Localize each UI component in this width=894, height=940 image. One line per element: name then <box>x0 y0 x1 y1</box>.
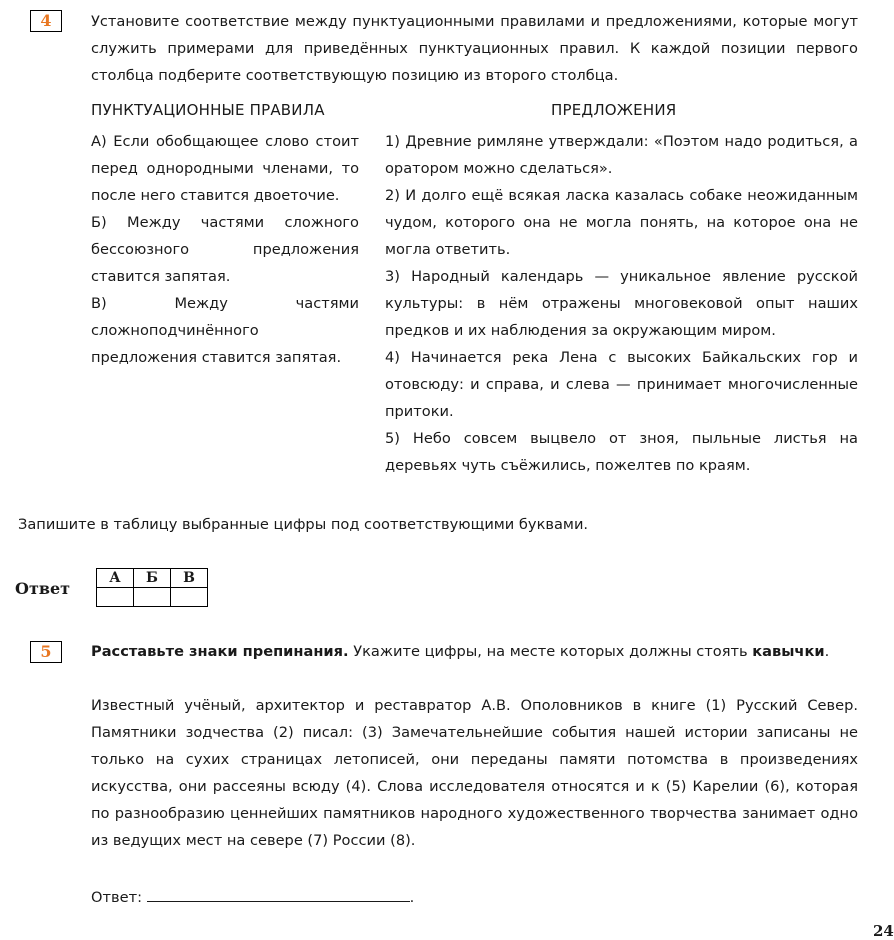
write-instruction: Запишите в таблицу выбранные цифры под соответствующими буквами. <box>18 516 589 533</box>
sentences-list <box>385 128 858 479</box>
task4-instruction: Установите соответствие между пунктуационными правилами и предложениями, которые могут служить примерами для приведённых пунктуационных правил. К каждой позиции первого столбца подберите соответствующую позицию из второго столбца. <box>91 13 858 84</box>
task-number-badge: 5 <box>30 641 62 663</box>
rule-b: Б) Между частями сложного бессоюзного предложения ставится запятая. <box>91 214 359 285</box>
answer-header-c: В <box>171 569 208 588</box>
sentence-1: 1) Древние римляне утверждали: «Поэтом надо родиться, а оратором можно сделаться». <box>385 133 858 177</box>
task5-instruction-text: Укажите цифры, на месте которых должны стоять <box>348 643 753 660</box>
task5-answer-row <box>91 884 414 911</box>
answer-cell-c[interactable] <box>171 588 208 607</box>
task5-passage: Известный учёный, архитектор и реставратор А.В. Ополовников в книге (1) Русский Север. Памятники зодчества (2) писал: (3) Замечательнейшие события нашей истории записаны не только на сухих страницах летописей, они переданы памяти потомства в произведениях искусства, они рассеяны всюду (4). Слова исследователя относятся и к (5) Карелии (6), которая по разнообразию ценнейших памятников народного художественного творчества занимает одно из ведущих мест на севере (7) России (8). <box>91 697 858 849</box>
task-number-badge: 4 <box>30 10 62 32</box>
rule-a: А) Если обобщающее слово стоит перед однородными членами, то после него ставится двоеточие. <box>91 133 359 204</box>
page-number: 24 <box>873 922 894 940</box>
answer-cell-b[interactable] <box>134 588 171 607</box>
task5-instruction-bold2: кавычки <box>752 643 825 660</box>
rule-c: В) Между частями сложноподчинённого предложения ставится запятая. <box>91 295 359 366</box>
answer-table <box>96 568 208 607</box>
answer-table-input-row <box>97 588 208 607</box>
sentence-5: 5) Небо совсем выцвело от зноя, пыльные листья на деревьях чуть съёжились, пожелтев по краям. <box>385 430 858 474</box>
rules-list <box>91 128 359 371</box>
task5-instruction-end: . <box>824 643 830 660</box>
sentence-4: 4) Начинается река Лена с высоких Байкальских гор и отовсюду: и справа, и слева — принимает многочисленные притоки. <box>385 349 858 420</box>
sentence-3: 3) Народный календарь — уникальное явление русской культуры: в нём отражены многовековой опыт наших предков и их наблюдения за окружающим миром. <box>385 268 858 339</box>
answer-header-b: Б <box>134 569 171 588</box>
answer-header-a: А <box>97 569 134 588</box>
answer-line[interactable] <box>147 887 410 902</box>
task5-answer-label: Ответ: <box>91 889 142 906</box>
sentences-column-header: ПРЕДЛОЖЕНИЯ <box>551 101 677 119</box>
task5-answer-end: . <box>409 889 415 906</box>
answer-label: Ответ <box>15 579 71 598</box>
rules-column-header: ПУНКТУАЦИОННЫЕ ПРАВИЛА <box>91 101 325 119</box>
answer-cell-a[interactable] <box>97 588 134 607</box>
sentence-2: 2) И долго ещё всякая ласка казалась собаке неожиданным чудом, которого она не могла понять, на которое она не могла ответить. <box>385 187 858 258</box>
answer-table-header-row <box>97 569 208 588</box>
task5-instruction-bold: Расставьте знаки препинания. <box>91 643 349 660</box>
task5-instruction <box>91 638 858 665</box>
